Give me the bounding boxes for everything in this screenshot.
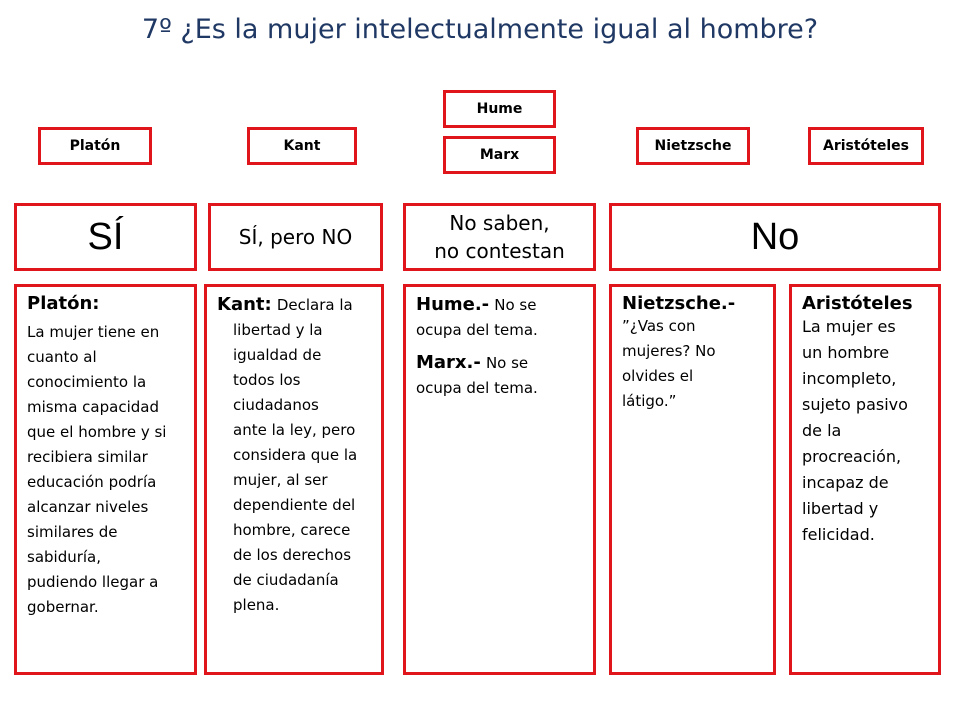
verdict-no-saben-line1: No saben, (449, 211, 550, 235)
name-box-marx: Marx (443, 136, 556, 174)
detail-platon-line: La mujer tiene en (27, 323, 160, 341)
detail-hume-marx (403, 284, 596, 675)
detail-kant-line: plena. (233, 596, 280, 614)
detail-nietzsche (609, 284, 776, 675)
detail-platon-line: alcanzar niveles (27, 498, 149, 516)
detail-hume-first: No se (494, 296, 537, 314)
verdict-si-pero-no-text: SÍ, pero NO (238, 225, 353, 249)
detail-hume-heading: Hume.- (416, 294, 490, 315)
verdict-si (14, 203, 197, 271)
verdict-si-pero-no (208, 203, 383, 271)
page-title: 7º ¿Es la mujer intelectualmente igual al hombre? (141, 14, 819, 45)
detail-platon (14, 284, 197, 675)
detail-kant-line: ante la ley, pero (233, 421, 356, 439)
detail-nietzsche-line: mujeres? No (622, 342, 716, 360)
detail-marx-first: No se (485, 354, 529, 372)
detail-platon-heading: Platón: (27, 293, 100, 314)
detail-hume-line2: ocupa del tema. (416, 321, 538, 339)
detail-platon-line: que el hombre y si (27, 423, 167, 441)
detail-kant-line: ciudadanos (233, 396, 319, 414)
detail-platon-line: gobernar. (27, 598, 99, 616)
name-box-hume: Hume (443, 90, 556, 128)
detail-kant-line: todos los (233, 371, 301, 389)
detail-nietzsche-text (622, 314, 765, 414)
detail-kant-line: dependiente del (233, 496, 356, 514)
detail-kant-text (217, 318, 373, 618)
name-box-nietzsche: Nietzsche (636, 127, 750, 165)
verdict-no-saben (403, 203, 596, 271)
detail-platon-line: pudiendo llegar a (27, 573, 159, 591)
detail-aristoteles-line: procreación, (802, 447, 902, 466)
verdict-no (609, 203, 941, 271)
detail-kant-line: de ciudadanía (233, 571, 339, 589)
detail-kant-line: mujer, al ser (233, 471, 328, 489)
detail-aristoteles-line: libertad y (802, 499, 879, 518)
detail-platon-line: misma capacidad (27, 398, 159, 416)
detail-aristoteles-line: felicidad. (802, 525, 875, 544)
detail-platon-line: sabiduría, (27, 548, 102, 566)
verdict-si-text: SÍ (87, 215, 124, 258)
detail-nietzsche-heading: Nietzsche.- (622, 293, 736, 314)
detail-kant-line: hombre, carece (233, 521, 351, 539)
name-box-aristoteles: Aristóteles (808, 127, 924, 165)
detail-aristoteles-line: sujeto pasivo (802, 395, 908, 414)
detail-aristoteles-line: incompleto, (802, 369, 897, 388)
detail-kant-first: Declara la (276, 296, 353, 314)
detail-platon-line: similares de (27, 523, 118, 541)
detail-aristoteles-line: incapaz de (802, 473, 889, 492)
detail-platon-text (27, 320, 186, 620)
detail-aristoteles-line: La mujer es (802, 317, 896, 336)
detail-marx-line2: ocupa del tema. (416, 379, 538, 397)
detail-kant-first-line (217, 293, 373, 318)
detail-kant (204, 284, 384, 675)
detail-platon-line: conocimiento la (27, 373, 147, 391)
detail-kant-line: de los derechos (233, 546, 352, 564)
detail-nietzsche-line: látigo.” (622, 392, 677, 410)
detail-aristoteles-line: un hombre (802, 343, 890, 362)
detail-platon-line: recibiera similar (27, 448, 148, 466)
detail-marx-heading: Marx.- (416, 352, 481, 373)
detail-aristoteles-line: de la (802, 421, 842, 440)
detail-marx (416, 351, 585, 376)
detail-kant-line: igualdad de (233, 346, 322, 364)
detail-platon-line: cuanto al (27, 348, 97, 366)
detail-kant-line: libertad y la (233, 321, 323, 339)
detail-kant-line: considera que la (233, 446, 358, 464)
verdict-no-text: No (750, 215, 800, 258)
detail-nietzsche-line: olvides el (622, 367, 694, 385)
detail-aristoteles-text (802, 314, 930, 548)
detail-aristoteles-heading: Aristóteles (802, 293, 913, 314)
name-box-platon: Platón (38, 127, 152, 165)
detail-nietzsche-line: ”¿Vas con (622, 317, 696, 335)
detail-hume (416, 293, 585, 318)
detail-aristoteles (789, 284, 941, 675)
name-box-kant: Kant (247, 127, 357, 165)
verdict-no-saben-line2: no contestan (434, 239, 565, 263)
detail-platon-line: educación podría (27, 473, 157, 491)
detail-kant-heading: Kant: (217, 294, 272, 315)
